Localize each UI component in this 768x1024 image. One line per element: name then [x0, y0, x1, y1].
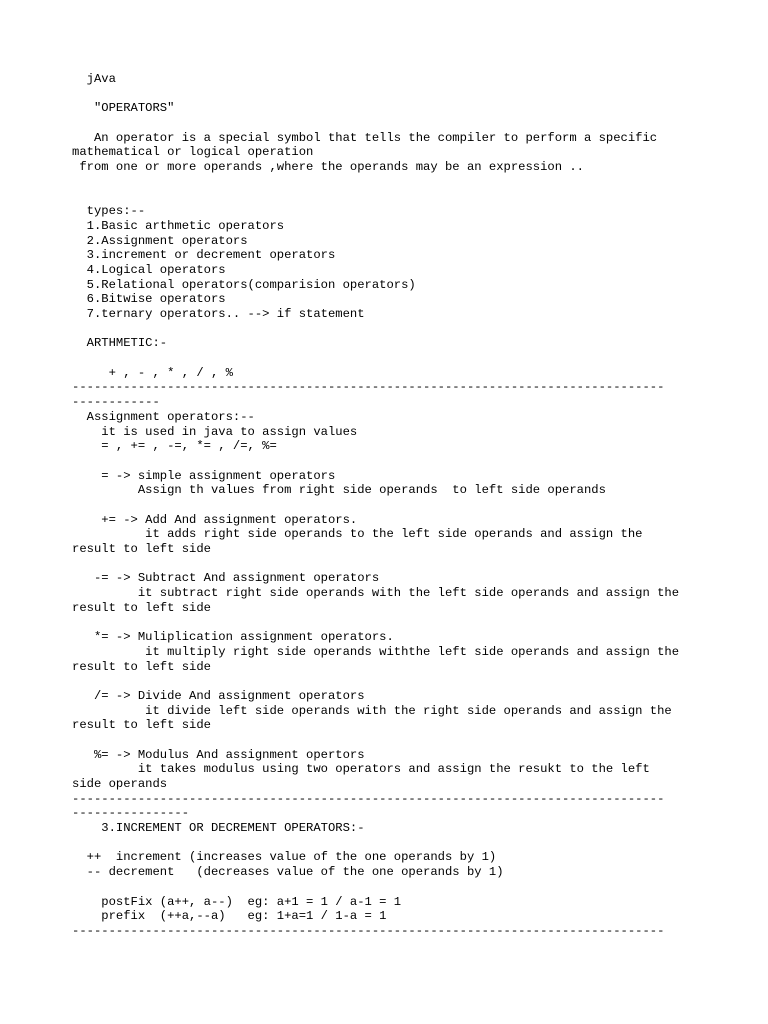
- separator-line: ----------------: [72, 806, 190, 821]
- blank-line: [72, 87, 702, 102]
- blank-line: [72, 351, 702, 366]
- assignment-text: result to left side: [72, 659, 211, 674]
- assignment-text: -= -> Subtract And assignment operators: [72, 571, 380, 586]
- blank-line: [72, 615, 702, 630]
- types-list-item: 6.Bitwise operators: [72, 292, 226, 307]
- blank-line: [72, 322, 702, 337]
- document-page: [72, 72, 702, 939]
- increment-text: prefix (++a,--a) eg: 1+a=1 / 1-a = 1: [72, 909, 387, 924]
- blank-line: [72, 557, 702, 572]
- blank-line: [72, 733, 702, 748]
- assignment-text: it takes modulus using two operators and assign the resukt to the left: [72, 762, 650, 777]
- increment-text: postFix (a++, a--) eg: a+1 = 1 / a-1 = 1: [72, 894, 402, 909]
- blank-line: [72, 116, 702, 131]
- arithmetic-symbols: + , - , * , / , %: [72, 365, 233, 380]
- blank-line: [72, 454, 702, 469]
- assignment-text: %= -> Modulus And assignment opertors: [72, 747, 365, 762]
- increment-text: -- decrement (decreases value of the one operands by 1): [72, 865, 504, 880]
- assignment-text: it divide left side operands with the right side operands and assign the: [72, 703, 672, 718]
- separator-line: ---------------------------------------------------------------------------------: [72, 380, 665, 395]
- assignment-text: result to left side: [72, 542, 211, 556]
- types-list-item: 2.Assignment operators: [72, 233, 248, 248]
- separator-line: ------------: [72, 395, 160, 410]
- types-list-item: 5.Relational operators(comparision operators): [72, 277, 416, 292]
- doc-title: jAva: [72, 72, 116, 86]
- blank-line: [72, 498, 702, 513]
- blank-line: [72, 880, 702, 895]
- types-list-item: 1.Basic arthmetic operators: [72, 218, 285, 233]
- assignment-text: result to left side: [72, 600, 211, 615]
- assignment-text: *= -> Muliplication assignment operators.: [72, 630, 394, 645]
- assignment-text: = , += , -=, *= , /=, %=: [72, 439, 277, 454]
- assignment-text: /= -> Divide And assignment operators: [72, 688, 365, 703]
- separator-line: ---------------------------------------------------------------------------------: [72, 791, 665, 806]
- assignment-text: Assign th values from right side operands to left side operands: [72, 483, 606, 498]
- increment-text: ++ increment (increases value of the one operands by 1): [72, 850, 497, 865]
- definition-line: from one or more operands ,where the operands may be an expression ..: [72, 160, 584, 175]
- definition-line: mathematical or logical operation: [72, 145, 314, 160]
- types-heading: types:--: [72, 204, 146, 219]
- assignment-text: result to left side: [72, 718, 211, 733]
- blank-line: [72, 674, 702, 689]
- types-list-item: 7.ternary operators.. --> if statement: [72, 307, 365, 321]
- definition-line: An operator is a special symbol that tells the compiler to perform a specific: [72, 130, 658, 145]
- types-list-item: 4.Logical operators: [72, 262, 226, 277]
- assignment-text: it multiply right side operands withthe left side operands and assign the: [72, 644, 680, 659]
- blank-line: [72, 190, 702, 205]
- assignment-text: it adds right side operands to the left side operands and assign the: [72, 527, 643, 542]
- assignment-heading: Assignment operators:--: [72, 409, 255, 424]
- blank-line: [72, 175, 702, 190]
- types-list-item: 3.increment or decrement operators: [72, 248, 336, 263]
- assignment-text: side operands: [72, 777, 168, 791]
- assignment-text: it subtract right side operands with the left side operands and assign the: [72, 586, 680, 601]
- operators-heading: "OPERATORS": [72, 101, 175, 116]
- separator-line: ---------------------------------------------------------------------------------: [72, 923, 665, 938]
- increment-heading: 3.INCREMENT OR DECREMENT OPERATORS:-: [72, 821, 365, 836]
- assignment-text: += -> Add And assignment operators.: [72, 512, 358, 527]
- assignment-text: it is used in java to assign values: [72, 424, 358, 439]
- blank-line: [72, 836, 702, 851]
- arithmetic-heading: ARTHMETIC:-: [72, 336, 168, 351]
- assignment-text: = -> simple assignment operators: [72, 468, 336, 483]
